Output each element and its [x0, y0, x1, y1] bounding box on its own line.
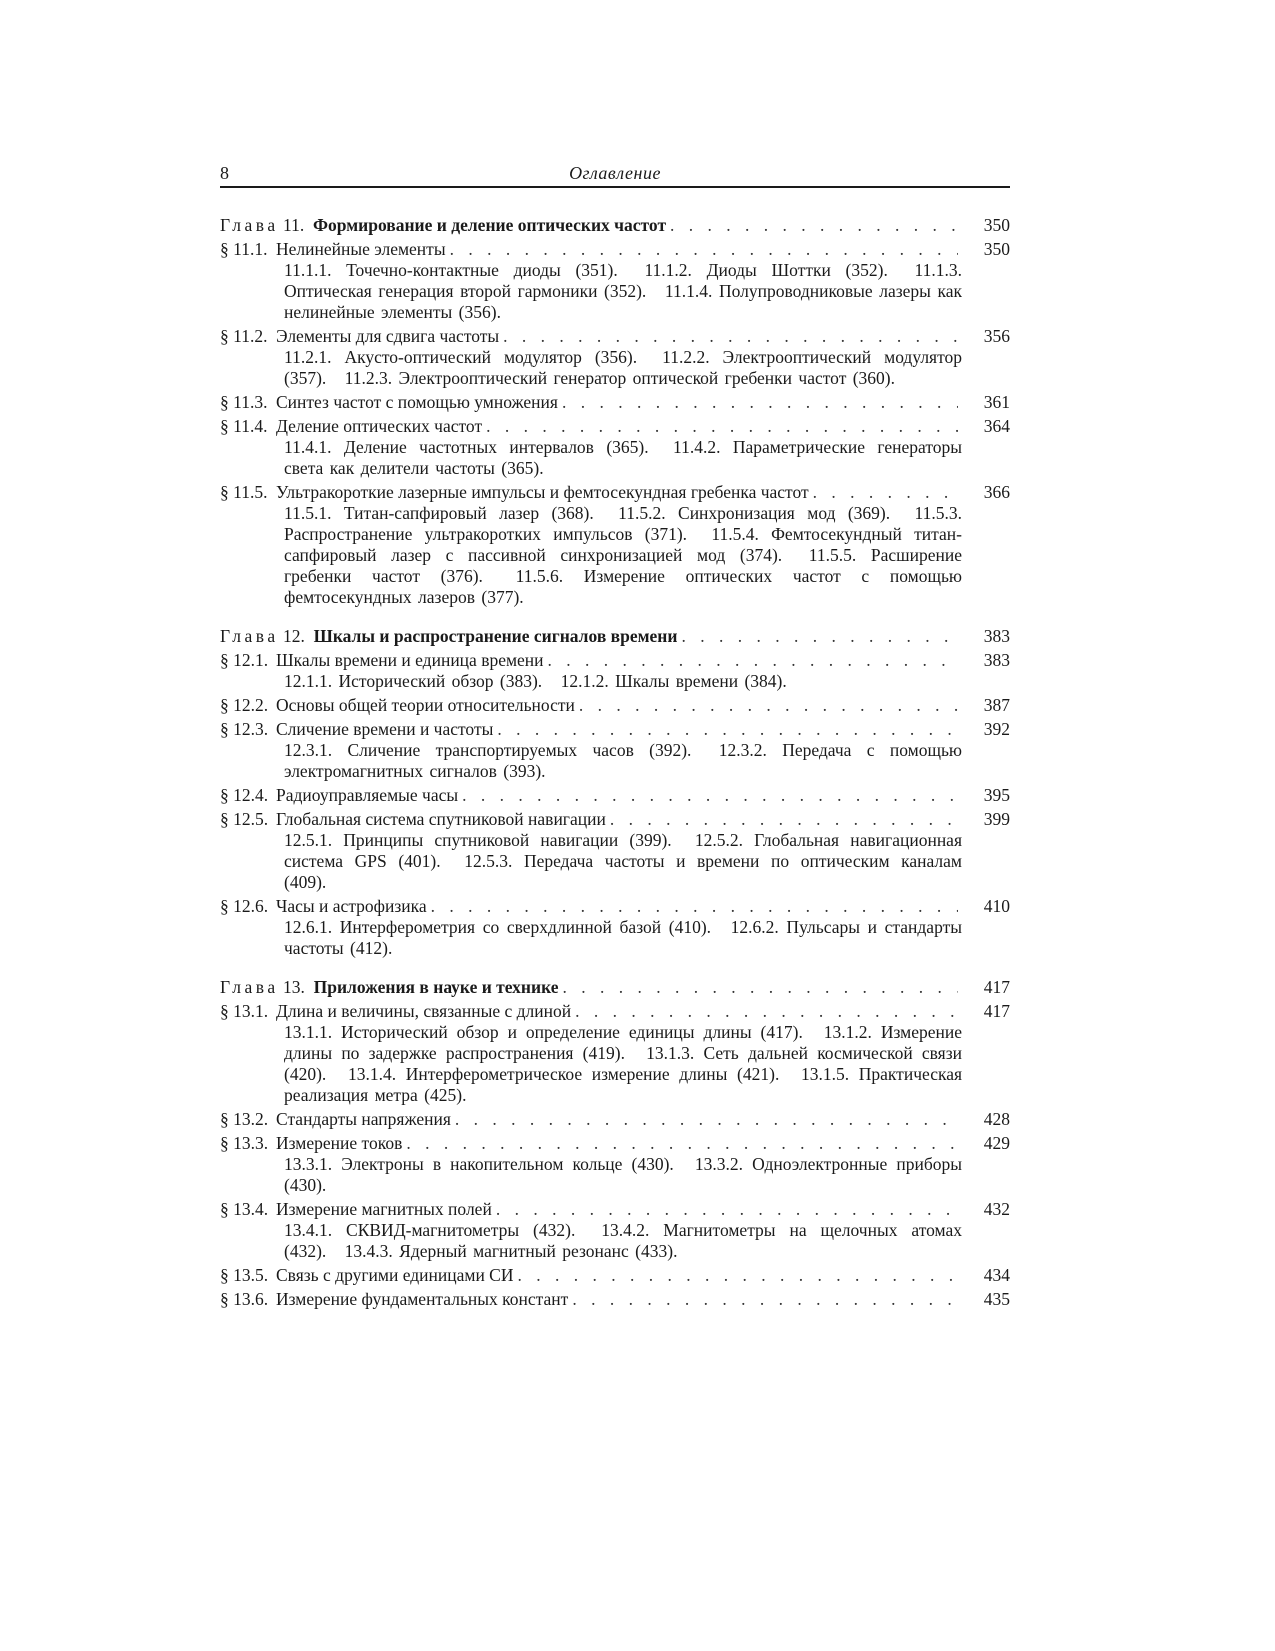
section-title: Нелинейные элементы — [276, 239, 446, 259]
leader-dots — [562, 392, 958, 413]
subsection-item[interactable]: 11.4.2. Параметрические генераторы света как делители частоты (365). — [284, 437, 963, 478]
section-title: Глобальная система спутниковой навигации — [276, 809, 606, 829]
leader-dots — [579, 695, 958, 716]
section-page: 392 — [983, 719, 1010, 739]
leader-dots — [406, 1133, 958, 1154]
section-title: Элементы для сдвига частоты — [276, 326, 500, 346]
chapter-page: 350 — [983, 215, 1010, 235]
chapter-title: Шкалы и распространение сигналов времени — [313, 626, 678, 646]
subsection-item[interactable]: 13.1.5. Практическая реализация метра (425). — [284, 1064, 963, 1105]
section-number: § 11.5. — [220, 482, 268, 502]
subsection-item[interactable]: 12.6.2. Пульсары и стандарты частоты (412). — [284, 917, 963, 958]
subsection-item[interactable]: 11.1.2. Диоды Шоттки (352). — [644, 260, 888, 280]
section-entry[interactable] — [220, 1001, 1010, 1022]
subsection-item[interactable]: 12.5.2. Глобальная навигационная система GPS (401). — [284, 830, 962, 871]
section-entry[interactable] — [220, 392, 1010, 413]
toc-chapter — [220, 977, 1010, 1310]
page-number: 8 — [220, 163, 229, 183]
subsection-list — [284, 830, 962, 893]
section-number: § 11.4. — [220, 416, 268, 436]
section-page: 429 — [983, 1133, 1010, 1153]
section-number: § 13.1. — [220, 1001, 269, 1021]
chapter-number: 11. — [282, 215, 305, 235]
subsection-item[interactable]: 11.5.2. Синхронизация мод (369). — [618, 503, 891, 523]
chapter-heading[interactable] — [220, 626, 1010, 647]
section-entry[interactable] — [220, 416, 1010, 437]
subsection-list — [284, 503, 962, 608]
section-title: Часы и астрофизика — [276, 896, 427, 916]
subsection-item[interactable]: 13.1.1. Исторический обзор и определение единицы длины (417). — [284, 1022, 803, 1042]
section-title: Измерение магнитных полей — [276, 1199, 492, 1219]
leader-dots — [503, 326, 958, 347]
leader-dots — [518, 1265, 959, 1286]
chapter-label: Глава — [220, 215, 279, 235]
leader-dots — [462, 785, 958, 806]
subsection-list — [284, 671, 962, 692]
running-title: Оглавление — [569, 163, 661, 183]
subsection-item[interactable]: 13.1.3. Сеть дальней космической связи (420). — [284, 1043, 963, 1084]
subsection-list — [284, 260, 962, 323]
section-title: Радиоуправляемые часы — [276, 785, 459, 805]
chapter-label: Глава — [220, 977, 279, 997]
section-number: § 12.5. — [220, 809, 269, 829]
section-page: 410 — [983, 896, 1010, 916]
section-number: § 13.6. — [220, 1289, 269, 1309]
subsection-item[interactable]: 11.2.1. Акусто-оптический модулятор (356). — [284, 347, 638, 367]
leader-dots — [497, 719, 958, 740]
section-title: Связь с другими единицами СИ — [276, 1265, 514, 1285]
section-entry[interactable] — [220, 1265, 1010, 1286]
subsection-item[interactable]: 11.5.6. Измерение оптических частот с помощью фемтосекундных лазеров (377). — [284, 566, 962, 607]
subsection-item[interactable]: 11.2.3. Электрооптический генератор оптической гребенки частот (360). — [344, 368, 895, 388]
subsection-list — [284, 347, 962, 389]
table-of-contents — [220, 215, 1010, 1310]
section-entry[interactable] — [220, 1133, 1010, 1154]
section-page: 395 — [983, 785, 1010, 805]
subsection-item[interactable]: 12.3.1. Сличение транспортируемых часов (392). — [284, 740, 692, 760]
leader-dots — [681, 626, 958, 647]
section-entry[interactable] — [220, 1199, 1010, 1220]
leader-dots — [431, 896, 958, 917]
subsection-item[interactable]: 12.6.1. Интерферометрия со сверхдлинной базой (410). — [284, 917, 712, 937]
toc-chapter — [220, 626, 1010, 959]
section-entry[interactable] — [220, 482, 1010, 503]
leader-dots — [563, 977, 958, 998]
chapter-heading[interactable] — [220, 977, 1010, 998]
subsection-item[interactable]: 11.5.1. Титан-сапфировый лазер (368). — [284, 503, 594, 523]
section-number: § 13.2. — [220, 1109, 269, 1129]
section-entry[interactable] — [220, 719, 1010, 740]
section-title: Длина и величины, связанные с длиной — [276, 1001, 572, 1021]
leader-dots — [670, 215, 958, 236]
section-entry[interactable] — [220, 326, 1010, 347]
section-page: 383 — [983, 650, 1010, 670]
chapter-number: 12. — [282, 626, 305, 646]
section-number: § 13.3. — [220, 1133, 269, 1153]
section-title: Основы общей теории относительности — [276, 695, 575, 715]
section-entry[interactable] — [220, 1109, 1010, 1130]
section-page: 434 — [983, 1265, 1010, 1285]
leader-dots — [455, 1109, 958, 1130]
section-title: Измерение фундаментальных констант — [276, 1289, 569, 1309]
subsection-list — [284, 740, 962, 782]
section-entry[interactable] — [220, 785, 1010, 806]
section-page: 432 — [983, 1199, 1010, 1219]
section-page: 417 — [983, 1001, 1010, 1021]
subsection-item[interactable]: 12.1.1. Исторический обзор (383). — [284, 671, 543, 691]
section-title: Стандарты напряжения — [276, 1109, 451, 1129]
section-number: § 12.4. — [220, 785, 269, 805]
subsection-item[interactable]: 13.3.2. Одноэлектронные приборы (430). — [284, 1154, 963, 1195]
leader-dots — [548, 650, 958, 671]
subsection-item[interactable]: 11.5.4. Фемтосекундный титан-сапфировый лазер с пассивной синхронизацией мод (374). — [284, 524, 962, 565]
subsection-item[interactable]: 11.4.1. Деление частотных интервалов (365). — [284, 437, 649, 457]
section-entry[interactable] — [220, 695, 1010, 716]
subsection-item[interactable]: 11.5.5. Расширение гребенки частот (376). — [284, 545, 962, 586]
section-number: § 12.2. — [220, 695, 269, 715]
section-page: 356 — [983, 326, 1010, 346]
section-title: Синтез частот с помощью умножения — [276, 392, 558, 412]
subsection-item[interactable]: 12.5.3. Передача частоты и времени по оптическим каналам (409). — [284, 851, 963, 892]
subsection-item[interactable]: 12.5.1. Принципы спутниковой навигации (399). — [284, 830, 672, 850]
subsection-item[interactable]: 12.1.2. Шкалы времени (384). — [560, 671, 787, 691]
subsection-item[interactable]: 13.1.2. Измерение длины по задержке распространения (419). — [284, 1022, 962, 1063]
section-number: § 12.6. — [220, 896, 269, 916]
subsection-item[interactable]: 11.2.2. Электрооптический модулятор (357). — [284, 347, 963, 388]
subsection-item[interactable]: 13.3.1. Электроны в накопительном кольце (430). — [284, 1154, 674, 1174]
toc-chapter — [220, 215, 1010, 608]
subsection-item[interactable]: 11.1.1. Точечно-контактные диоды (351). — [284, 260, 618, 280]
subsection-item[interactable]: 12.3.2. Передача с помощью электромагнитных сигналов (393). — [284, 740, 962, 781]
section-number: § 13.4. — [220, 1199, 269, 1219]
subsection-item[interactable]: 11.1.4. Полупроводниковые лазеры как нелинейные элементы (356). — [284, 281, 963, 322]
leader-dots — [572, 1289, 958, 1310]
section-page: 387 — [983, 695, 1010, 715]
subsection-list — [284, 1022, 962, 1106]
subsection-item[interactable]: 11.5.3. Распространение ультракоротких импульсов (371). — [284, 503, 963, 544]
subsection-list — [284, 1220, 962, 1262]
chapter-page: 417 — [983, 977, 1010, 997]
section-page: 366 — [983, 482, 1010, 502]
leader-dots — [450, 239, 958, 260]
section-title: Измерение токов — [276, 1133, 403, 1153]
section-entry[interactable] — [220, 650, 1010, 671]
section-page: 364 — [983, 416, 1010, 436]
subsection-list — [284, 437, 962, 479]
section-title: Ультракороткие лазерные импульсы и фемтосекундная гребенка частот — [276, 482, 809, 502]
leader-dots — [496, 1199, 958, 1220]
chapter-number: 13. — [282, 977, 305, 997]
section-page: 361 — [983, 392, 1010, 412]
subsection-item[interactable]: 11.1.3. Оптическая генерация второй гармоники (352). — [284, 260, 963, 301]
section-number: § 11.1. — [220, 239, 268, 259]
section-number: § 12.3. — [220, 719, 269, 739]
section-page: 399 — [983, 809, 1010, 829]
section-title: Шкалы времени и единица времени — [276, 650, 544, 670]
leader-dots — [610, 809, 958, 830]
chapter-title: Приложения в науке и технике — [313, 977, 559, 997]
section-entry[interactable] — [220, 896, 1010, 917]
page — [220, 158, 1010, 1328]
section-entry[interactable] — [220, 239, 1010, 260]
subsection-item[interactable]: 13.4.2. Магнитометры на щелочных атомах (432). — [284, 1220, 963, 1261]
leader-dots — [575, 1001, 958, 1022]
section-page: 350 — [983, 239, 1010, 259]
section-page: 435 — [983, 1289, 1010, 1309]
section-number: § 12.1. — [220, 650, 269, 670]
section-entry[interactable] — [220, 1289, 1010, 1310]
chapter-label: Глава — [220, 626, 279, 646]
section-number: § 11.2. — [220, 326, 268, 346]
chapter-page: 383 — [983, 626, 1010, 646]
running-head — [220, 158, 1010, 188]
section-number: § 11.3. — [220, 392, 268, 412]
chapter-title: Формирование и деление оптических частот — [312, 215, 667, 235]
leader-dots — [813, 482, 958, 503]
subsection-item[interactable]: 13.4.3. Ядерный магнитный резонанс (433). — [344, 1241, 678, 1261]
subsection-item[interactable]: 13.4.1. СКВИД-магнитометры (432). — [284, 1220, 576, 1240]
subsection-item[interactable]: 13.1.4. Интерферометрическое измерение длины (421). — [347, 1064, 780, 1084]
section-entry[interactable] — [220, 809, 1010, 830]
leader-dots — [486, 416, 958, 437]
subsection-list — [284, 1154, 962, 1196]
section-page: 428 — [983, 1109, 1010, 1129]
chapter-heading[interactable] — [220, 215, 1010, 236]
subsection-list — [284, 917, 962, 959]
section-title: Деление оптических частот — [276, 416, 483, 436]
section-number: § 13.5. — [220, 1265, 269, 1285]
section-title: Сличение времени и частоты — [276, 719, 494, 739]
